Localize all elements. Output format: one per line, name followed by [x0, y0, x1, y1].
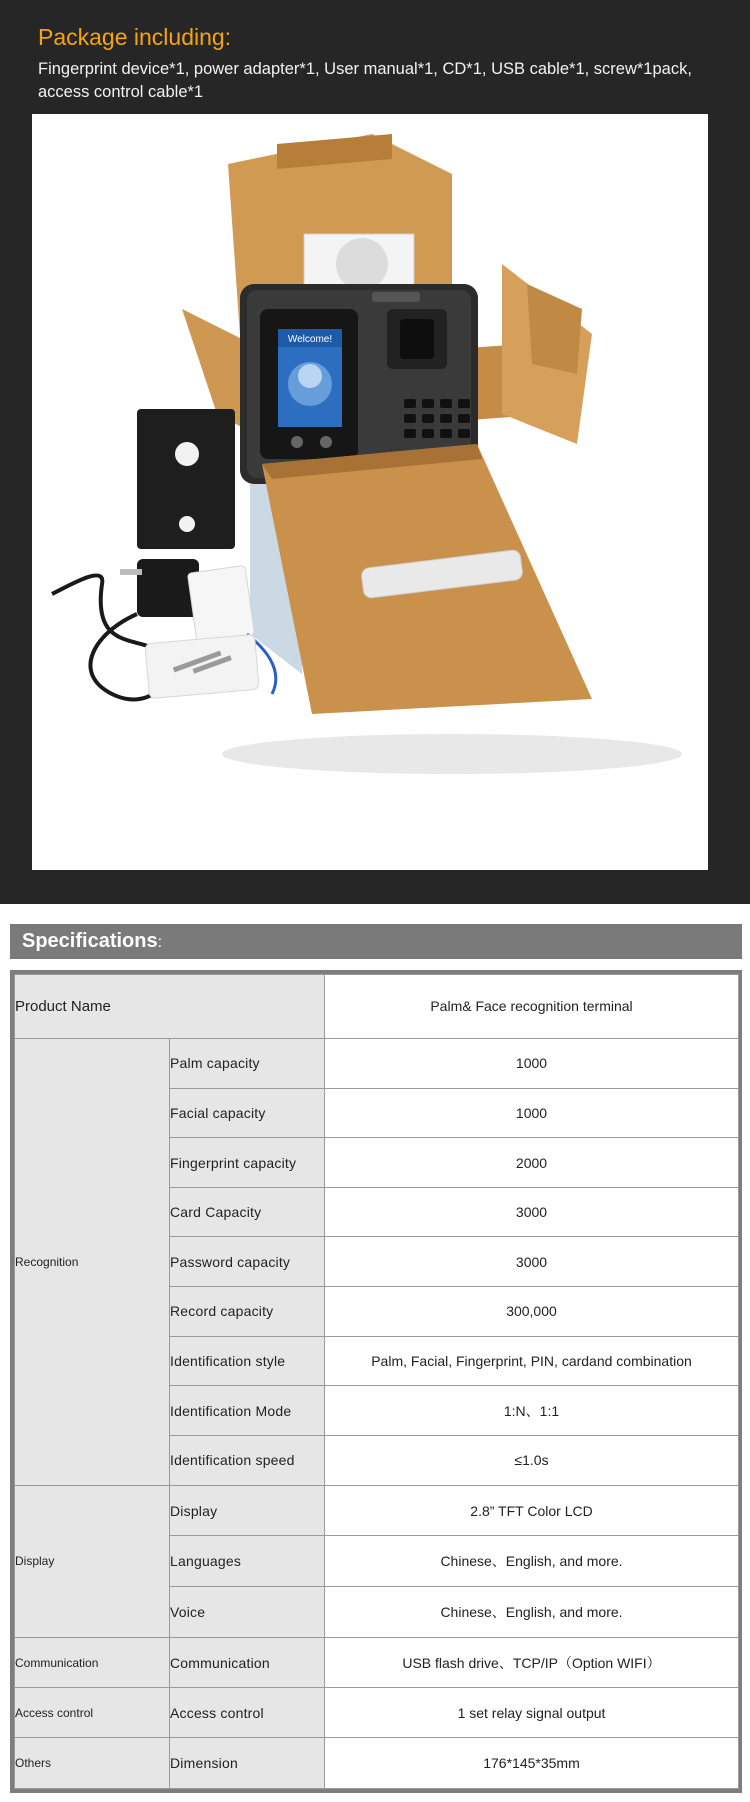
spec-label: Access control — [170, 1688, 325, 1738]
package-contents — [38, 58, 738, 104]
spec-label: Languages — [170, 1536, 325, 1587]
group-communication: Communication — [15, 1637, 170, 1688]
group-recognition: Recognition — [15, 1038, 170, 1485]
product-name-value: Palm& Face recognition terminal — [325, 975, 739, 1039]
specifications-table — [14, 974, 739, 1789]
spec-value: USB flash drive、TCP/IP（Option WIFI） — [325, 1637, 739, 1688]
spec-value: 2000 — [325, 1138, 739, 1188]
spec-value: 3000 — [325, 1187, 739, 1237]
spec-label: Facial capacity — [170, 1088, 325, 1138]
spec-label: Identification speed — [170, 1436, 325, 1486]
spec-value: 1 set relay signal output — [325, 1688, 739, 1738]
specifications-header — [10, 924, 742, 959]
group-others: Others — [15, 1738, 170, 1789]
spec-label: Fingerprint capacity — [170, 1138, 325, 1188]
screen-welcome-text: Welcome! — [287, 334, 333, 345]
spec-value: Chinese、English, and more. — [325, 1536, 739, 1587]
group-access-control: Access control — [15, 1688, 170, 1738]
spec-label: Password capacity — [170, 1237, 325, 1287]
spec-label: Voice — [170, 1587, 325, 1638]
table-row — [15, 1485, 739, 1536]
spec-value: Chinese、English, and more. — [325, 1587, 739, 1638]
package-contents-line-1: Fingerprint device*1, power adapter*1, User manual*1, CD*1, USB cable*1, screw*1pack, — [38, 60, 692, 78]
spec-value: 1000 — [325, 1088, 739, 1138]
spec-value: 1:N、1:1 — [325, 1386, 739, 1436]
spec-value: 300,000 — [325, 1287, 739, 1337]
spec-label: Dimension — [170, 1738, 325, 1789]
product-name-label: Product Name — [15, 975, 325, 1039]
specifications-colon: : — [157, 934, 163, 951]
spec-label: Identification style — [170, 1336, 325, 1386]
table-row — [15, 1637, 739, 1688]
table-row — [15, 1738, 739, 1789]
table-row — [15, 975, 739, 1039]
spec-label: Communication — [170, 1637, 325, 1688]
spec-value: 176*145*35mm — [325, 1738, 739, 1789]
spec-value: 1000 — [325, 1038, 739, 1088]
table-row — [15, 1038, 739, 1088]
spec-label: Identification Mode — [170, 1386, 325, 1436]
table-row — [15, 1688, 739, 1738]
package-contents-line-2: access control cable*1 — [38, 83, 204, 101]
spec-label: Card Capacity — [170, 1187, 325, 1237]
spec-value: 3000 — [325, 1237, 739, 1287]
group-display: Display — [15, 1485, 170, 1637]
spec-value: 2.8” TFT Color LCD — [325, 1485, 739, 1536]
package-illustration — [32, 114, 708, 870]
rfid-card — [187, 565, 254, 642]
specifications-title: Specifications — [22, 930, 158, 952]
spec-label: Palm capacity — [170, 1038, 325, 1088]
spec-label: Record capacity — [170, 1287, 325, 1337]
specifications-table-frame — [10, 970, 742, 1793]
package-title: Package including: — [38, 24, 232, 50]
spec-label: Display — [170, 1485, 325, 1536]
spec-value: Palm, Facial, Fingerprint, PIN, cardand combination — [325, 1336, 739, 1386]
spec-value: ≤1.0s — [325, 1436, 739, 1486]
product-photo — [32, 114, 708, 870]
